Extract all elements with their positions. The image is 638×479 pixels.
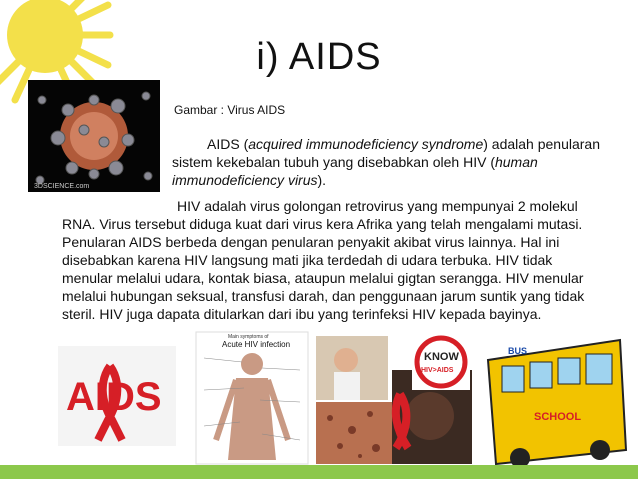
paragraph-aids-definition: AIDS (acquired immunodeficiency syndrome) adalah penularan sistem kekebalan tubuh yang disebabkan oleh HIV (human immunodeficiency virus). [172,136,600,188]
image-caption: Gambar : Virus AIDS [174,103,286,117]
bus-label: BUS [508,346,528,356]
svg-text:Acute HIV infection: Acute HIV infection [222,340,291,349]
school-bus-image [488,340,626,468]
school-label: SCHOOL [534,411,582,423]
know-badge-top: KNOW [424,351,459,363]
svg-text:Main symptoms of: Main symptoms of [228,334,269,340]
know-badge-bottom: HIV>AIDS [421,367,454,374]
hiv-symptoms-diagram [196,332,308,464]
aids-logo-text: AIDS [66,375,162,419]
virus-image [28,80,160,192]
grass-strip [0,465,638,479]
paragraph-hiv-transmission: HIV adalah virus golongan retrovirus yang mempunyai 2 molekul RNA. Virus tersebut diduga kuat dari virus kera Afrika yang telah mengalami mutasi. Penularan AIDS berbeda dengan penularan penyakit akibat virus lainnya. Hal ini disebabkan karena HIV langsung mati jika terdedah di udara terbuka. HIV tidak menular melalui udara, kontak biasa, ataupun melalui gigtan serangga. HIV menular melalui hubungan seksual, transfusi darah, dan penggunaan jarum suntik yang tidak steril. HIV juga dapata ditularkan dari ibu yang terinfeksi HIV kepada bayinya. [62,198,585,322]
photo-collage [316,336,472,464]
virus-watermark: 3DSCIENCE.com [34,183,90,190]
aids-logo-image [58,346,176,446]
slide-title: i) AIDS [256,36,382,78]
bottom-image-strip [0,330,638,479]
